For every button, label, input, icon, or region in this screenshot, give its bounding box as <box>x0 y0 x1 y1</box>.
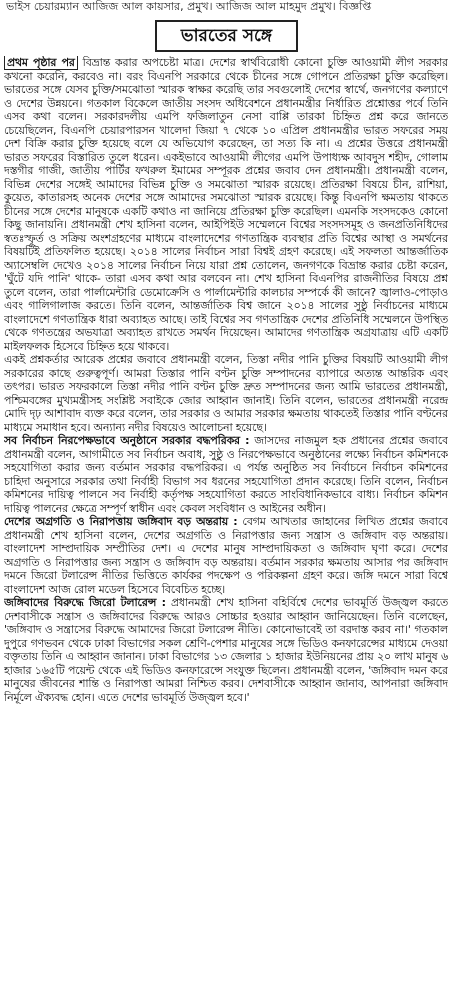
previous-article-byline: ভাইস চেয়ারম্যান আজিজ আল কায়সার, প্রমুখ। আজিজ আল মাহমুদ প্রমুখ। বিজ্ঞপ্তি <box>6 0 372 13</box>
continuation-label: প্রথম পৃষ্ঠার পর <box>4 56 78 70</box>
paragraph-text: বেগম আখতার জাহানের লিখিত প্রশ্নের জবাবে প্রধানমন্ত্রী শেখ হাসিনা বলেন, দেশের অগ্রগতি ও নিরাপত্তার জন্য সন্ত্রাস ও জঙ্গিবাদ বড় অন্তরায়। বাংলাদেশ সাম্প্রদায়িক সম্প্রীতির দেশ। এ দেশের মানুষ সাম্প্রদায়িকতা ও জঙ্গিবাদ ঘৃণা করে। দেশের অগ্রগতি ও নিরাপত্তার জন্য সন্ত্রাস ও জঙ্গিবাদ বড় অন্তরায়। বর্তমান সরকার ক্ষমতায় আসার পর জঙ্গিবাদ দমনে জিরো টলারেন্স নীতির ভিত্তিতে কার্যকর পদক্ষেপ ও পরিকল্পনা গ্রহণ করে। জঙ্গি দমনে সারা বিশ্বে বাংলাদেশ আজ রোল মডেল হিসেবে বিবেচিত হচ্ছে। <box>4 515 448 596</box>
article-headline: ভারতের সঙ্গে <box>155 20 298 52</box>
paragraph-text: প্রধানমন্ত্রী শেখ হাসিনা বহির্বিশ্বে দেশের ভাবমূর্তি উজ্জ্বল করতে দেশবাসীকে সন্ত্রাস ও জঙ্গিবাদের বিরুদ্ধে আরও সোচ্চার হওয়ার আহ্বান জানিয়েছেন। তিনি বলেছেন, 'জঙ্গিবাদ ও সন্ত্রাসের বিরুদ্ধে আমাদের জিরো টলারেন্স নীতি। কোনোভাবেই তা বরদাস্ত করব না।' গতকাল দুপুরে গণভবন থেকে ঢাকা বিভাগের সকল শ্রেণি-পেশার মানুষের সঙ্গে ভিডিও কনফারেন্সের মাধ্যমে দেওয়া বক্তৃতায় তিনি এ আহ্বান জানান। ঢাকা বিভাগের ১৩ জেলার ১ হাজার ইউনিয়নের প্রায় ২০ লাখ মানুষ ৬ হাজার ১৬৫টি পয়েন্ট থেকে এই ভিডিও কনফারেন্সে সংযুক্ত ছিলেন। প্রধানমন্ত্রী বলেন, 'জঙ্গিবাদ দমন করে মানুষের জীবনের শান্তি ও নিরাপত্তা আমরা নিশ্চিত করব। দেশবাসীকে আহ্বান জানাব, আপনারা জঙ্গিবাদ নির্মূলে ঐক্যবদ্ধ হোন। এতে দেশের ভাবমূর্তি উজ্জ্বল হবে।' <box>4 596 448 704</box>
subheading: দেশের অগ্রগতি ও নিরাপত্তায় জঙ্গিবাদ বড় অন্তরায় : <box>4 515 238 528</box>
paragraph-text: বিভ্রান্ত করার অপচেষ্টা মাত্র। দেশের স্বার্থবিরোধী কোনো চুক্তি আওয়ামী লীগ সরকার কখনো করেনি, করবেও না। বরং বিএনপি সরকারে থেকে চীনের সঙ্গে গোপনে প্রতিরক্ষা চুক্তি করেছিল। ভারতের সঙ্গে যেসব চুক্তি/সমঝোতা স্মারক স্বাক্ষর করেছি তার সবগুলোই দেশের স্বার্থে, জনগণের কল্যাণে ও দেশের উন্নয়নে। গতকাল বিকেলে জাতীয় সংসদ অধিবেশনে প্রধানমন্ত্রীর নির্ধারিত প্রশ্নোত্তর পর্বে তিনি এসব কথা বলেন। সরকারদলীয় এমপি ফজিলাতুন নেসা বাপ্পি তারকা চিহ্নিত প্রশ্ন করে জানতে চেয়েছিলেন, বিএনপি চেয়ারপারসন খালেদা জিয়া ৭ থেকে ১০ এপ্রিল প্রধানমন্ত্রীর ভারত সফরের সময় দেশ বিক্রি করার চুক্তি হয়েছে বলে যে অভিযোগ করেছেন, তা সত্য কি না। এ প্রশ্নের উত্তরে প্রধানমন্ত্রী ভারত সফরের বিস্তারিত তুলে ধরেন। একইভাবে আওয়ামী লীগের এমপি উপাধ্যক্ষ আবদুস শহীদ, গোলাম দস্তগীর গাজী, জাতীয় পার্টির ফখরুল ইমামের সম্পূরক প্রশ্নের জবাব দেন প্রধানমন্ত্রী। প্রধানমন্ত্রী বলেন, বিভিন্ন দেশের সঙ্গেই আমাদের বিভিন্ন চুক্তি ও সমঝোতা স্মারক রয়েছে। প্রতিরক্ষা বিষয়ে চীন, রাশিয়া, কুয়েত, কাতারসহ অনেক দেশের সঙ্গে আমাদের সমঝোতা স্মারক রয়েছে। কিন্তু বিএনপি ক্ষমতায় থাকতে চীনের সঙ্গে দেশের মানুষকে একটি কথাও না জানিয়ে প্রতিরক্ষা চুক্তি করেছিল। এমনকি সংসদকেও কোনো কিছু জানায়নি। প্রধানমন্ত্রী শেখ হাসিনা বলেন, আইপিইউ সম্মেলনে বিশ্বের সংসদসমূহ ও জনপ্রতিনিধিদের স্বতঃস্ফূর্ত ও সক্রিয় অংশগ্রহণের মাধ্যমে বাংলাদেশের গণতান্ত্রিক ব্যবস্থার প্রতি বিশ্বের আস্থা ও সমর্থনের বিষয়টিই প্রতিফলিত হয়েছে। ২০১৪ সালের নির্বাচন সারা বিশ্বই গ্রহণ করেছে। এই সফলতা আন্তর্জাতিক অ্যাসেম্বলি দেখেও ২০১৪ সালের নির্বাচন নিয়ে যারা প্রশ্ন তোলেন, জনগণকে বিভ্রান্ত করার চেষ্টা করেন, 'ঘুঁটে যদি পানি' থাকে- তারা এসব কথা আর বলবেন না। শেখ হাসিনা বিএনপির রাজনীতির বিষয়ে প্রশ্ন তুলে বলেন, তারা পার্লামেন্টারি ডেমোক্রেসি ও পার্লামেন্টারি কালচার সম্পর্কে কী জানে? জ্বালাও-পোড়াও এবং গালিগালাজ করতে। তিনি বলেন, আন্তর্জাতিক বিশ্ব জানে ২০১৪ সালের সুষ্ঠু নির্বাচনের মাধ্যমে বাংলাদেশে গণতান্ত্রিক ধারা অব্যাহত আছে। তাই বিশ্বের সব গণতান্ত্রিক দেশের প্রতিনিধি সম্মেলনে উপস্থিত থেকে গণতন্ত্রের অভযাত্রা অব্যাহত রাখতে সমর্থন দিয়েছেন। আমাদের গণতান্ত্রিক অগ্রযাত্রায় এটি একটি মাইলফলক হিসেবে চিহ্নিত হয়ে থাকবে। <box>4 56 448 353</box>
article-body <box>4 56 448 986</box>
subheading: জঙ্গিবাদের বিরুদ্ধে জিরো টলারেন্স : <box>4 596 166 609</box>
article-paragraph <box>4 515 448 596</box>
article-paragraph <box>4 434 448 515</box>
article-paragraph <box>4 56 448 353</box>
article-paragraph <box>4 596 448 704</box>
article-paragraph: একই প্রশ্নকর্তার আরেক প্রশ্নের জবাবে প্রধানমন্ত্রী বলেন, তিস্তা নদীর পানি চুক্তির বিষয়টি আওয়ামী লীগ সরকারের কাছে গুরুত্বপূর্ণ। আমরা তিস্তার পানি বণ্টন চুক্তি সম্পাদনের ব্যাপারে অত্যন্ত আন্তরিক এবং তৎপর। ভারত সফরকালে তিস্তা নদীর পানি বণ্টন চুক্তি দ্রুত সম্পাদনের জন্য আমি ভারতের প্রধানমন্ত্রী, পশ্চিমবঙ্গের মুখ্যমন্ত্রীসহ সংশ্লিষ্ট সবাইকে জোর আহ্বান জানাই। তিনি বলেন, ভারতের প্রধানমন্ত্রী নরেন্দ্র মোদি দৃঢ় আশাবাদ ব্যক্ত করে বলেন, তার সরকার ও আমার সরকার ক্ষমতায় থাকতেই তিস্তার পানি বণ্টনের মাধ্যমে সমাধান হবে। অন্যান্য নদীর বিষয়েও আলোচনা হয়েছে। <box>4 353 448 434</box>
subheading: সব নির্বাচন নিরপেক্ষভাবে অনুষ্ঠানে সরকার বদ্ধপরিকর : <box>4 434 250 447</box>
paragraph-text: জাসদের নাজমুল হক প্রধানের প্রশ্নের জবাবে প্রধানমন্ত্রী বলেন, আগামীতে সব নির্বাচন অবাধ, সুষ্ঠু ও নিরপেক্ষভাবে অনুষ্ঠানের লক্ষ্যে নির্বাচন কমিশনকে সহযোগিতা করার জন্য বর্তমান সরকার বদ্ধপরিকর। এ পর্যন্ত অনুষ্ঠিত সব নির্বাচনে নির্বাচন কমিশনের চাহিদা অনুসারে সরকার তথা নির্বাহী বিভাগ সব ধরনের সহযোগিতা প্রদান করেছে। তিনি বলেন, নির্বাচন কমিশনের দায়িত্ব পালনে সব নির্বাহী কর্তৃপক্ষ সহযোগিতা করতে সাংবিধানিকভাবে বাধ্য। নির্বাচন কমিশন দায়িত্ব পালনের ক্ষেত্রে সম্পূর্ণ স্বাধীন এবং কেবল সংবিধান ও আইনের অধীন। <box>4 434 448 515</box>
